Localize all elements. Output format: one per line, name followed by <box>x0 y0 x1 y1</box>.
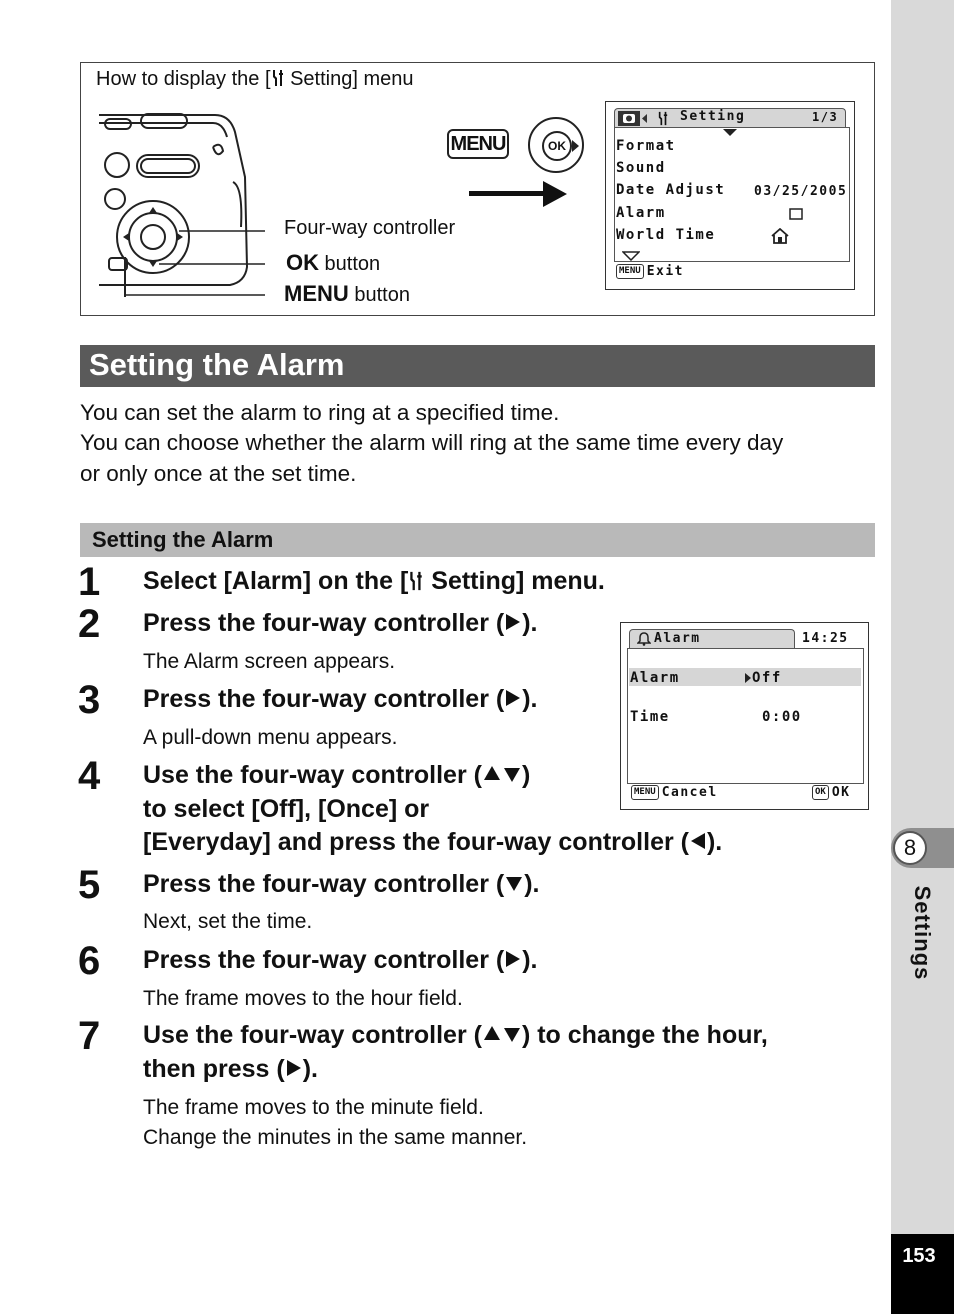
step-3-pre: Press the four-way controller ( <box>143 685 505 713</box>
right-triangle-icon <box>506 690 520 706</box>
step-4-line-3-pre: [Everyday] and press the four-way controller ( <box>143 828 689 856</box>
setting-tab-label: Setting <box>680 109 746 124</box>
four-way-controller-label: Four-way controller <box>284 217 456 239</box>
howto-title-pre: How to display the [ <box>96 68 271 90</box>
ok-key-text: OK <box>286 250 319 275</box>
step-3-number: 3 <box>78 678 101 722</box>
step-7-line-2-pre: then press ( <box>143 1055 285 1083</box>
ok-suffix: button <box>319 253 381 275</box>
step-1-text <box>143 567 605 596</box>
ok-label: OK <box>831 785 851 800</box>
exit-label: Exit <box>646 264 684 279</box>
ok-dial-center: OK <box>542 131 572 161</box>
camera-illustration <box>95 107 265 297</box>
howto-title-post: Setting] menu <box>284 68 414 90</box>
setting-tab-wrench-icon <box>655 111 671 126</box>
up-triangle-icon <box>484 766 500 780</box>
step-6-number: 6 <box>78 939 101 983</box>
howto-box <box>80 62 875 316</box>
step-4-line-1-post: ) <box>521 761 531 789</box>
step-5-number: 5 <box>78 863 101 907</box>
page-title: Setting the Alarm <box>89 347 345 382</box>
page-number: 153 <box>902 1245 936 1267</box>
step-7-line-1 <box>143 1021 768 1050</box>
chapter-number: 8 <box>893 831 927 865</box>
menu-mini-key-icon: MENU <box>631 785 659 800</box>
step-2-pre: Press the four-way controller ( <box>143 609 505 637</box>
step-7-note-1: The frame moves to the minute field. <box>143 1096 484 1119</box>
step-2-text <box>143 609 537 638</box>
step-4-line-3-post: ). <box>706 828 723 856</box>
ok-hint <box>812 785 851 800</box>
wrench-icon <box>408 570 424 592</box>
tab-pointer-down-icon <box>723 129 737 137</box>
menu-item-format: Format <box>616 138 676 154</box>
step-3-note: A pull-down menu appears. <box>143 726 398 749</box>
step-4-line-3 <box>143 828 722 857</box>
ok-button-label <box>286 250 380 276</box>
step-4-line-1 <box>143 761 530 790</box>
wrench-icon <box>271 69 285 87</box>
step-5-pre: Press the four-way controller ( <box>143 870 505 898</box>
intro-line-3: or only once at the set time. <box>80 461 357 486</box>
ok-mini-key-icon: OK <box>812 785 829 800</box>
alarm-tab-label: Alarm <box>654 631 701 646</box>
down-triangle-icon <box>504 768 520 782</box>
menu-button-icon: MENU <box>447 129 509 159</box>
menu-button-label <box>284 281 410 307</box>
alarm-value: Off <box>752 670 782 686</box>
value-pointer-right-icon <box>745 673 751 683</box>
chapter-title: Settings <box>910 885 935 981</box>
step-1-pre: Select [Alarm] on the [ <box>143 567 409 595</box>
step-7-line-2-post: ). <box>302 1055 318 1083</box>
step-4-line-2: to select [Off], [Once] or <box>143 795 430 823</box>
alarm-screen <box>620 622 869 810</box>
step-2-number: 2 <box>78 602 101 646</box>
step-3-text <box>143 685 537 714</box>
step-5-text <box>143 870 539 899</box>
bell-icon <box>637 632 651 646</box>
step-6-note: The frame moves to the hour field. <box>143 987 463 1010</box>
down-triangle-icon <box>504 1028 520 1042</box>
down-triangle-icon <box>506 877 522 891</box>
step-7-line-2 <box>143 1055 318 1084</box>
menu-item-sound: Sound <box>616 160 666 176</box>
step-2-post: ). <box>522 609 538 637</box>
time-row-label: Time <box>630 709 670 725</box>
menu-item-alarm: Alarm <box>616 205 666 221</box>
up-triangle-icon <box>484 1026 500 1040</box>
step-7-line-1-post: ) to change the hour, <box>521 1021 768 1049</box>
dial-right-arrow-icon <box>572 140 579 152</box>
step-1-number: 1 <box>78 560 101 604</box>
right-triangle-icon <box>287 1060 301 1076</box>
right-triangle-icon <box>506 614 520 630</box>
step-2-note: The Alarm screen appears. <box>143 650 396 673</box>
menu-suffix: button <box>348 284 410 306</box>
step-4-line-1-pre: Use the four-way controller ( <box>143 761 482 789</box>
menu-key-text: MENU <box>284 281 349 306</box>
step-6-post: ). <box>522 946 538 974</box>
setting-page-indicator: 1/3 <box>812 110 839 124</box>
ok-dial-icon <box>528 117 584 173</box>
cancel-hint <box>631 785 718 800</box>
menu-mini-key-icon: MENU <box>616 264 644 279</box>
menu-item-date-adjust: Date Adjust <box>616 182 726 198</box>
cancel-label: Cancel <box>661 785 718 800</box>
camera-tab-icon <box>618 111 652 126</box>
setting-menu-screen <box>605 101 855 290</box>
side-tab-strip <box>891 0 954 1314</box>
alarm-clock: 14:25 <box>802 631 849 646</box>
intro-line-1: You can set the alarm to ring at a specified time. <box>80 400 560 425</box>
step-1-post: Setting] menu. <box>424 567 605 595</box>
right-triangle-icon <box>506 951 520 967</box>
date-adjust-value: 03/25/2005 <box>754 184 848 199</box>
step-5-note: Next, set the time. <box>143 910 313 933</box>
step-3-post: ). <box>522 685 538 713</box>
step-7-number: 7 <box>78 1014 101 1058</box>
step-6-text <box>143 946 537 975</box>
step-6-pre: Press the four-way controller ( <box>143 946 505 974</box>
left-triangle-icon <box>691 833 705 849</box>
time-value: 0:00 <box>762 709 802 725</box>
alarm-off-box-icon <box>789 208 803 220</box>
home-icon <box>771 228 789 244</box>
step-5-post: ). <box>524 870 540 898</box>
step-7-note-2: Change the minutes in the same manner. <box>143 1126 528 1149</box>
subheading: Setting the Alarm <box>92 527 274 552</box>
step-4-number: 4 <box>78 754 101 798</box>
right-arrow-icon <box>469 179 569 209</box>
step-7-line-1-pre: Use the four-way controller ( <box>143 1021 482 1049</box>
intro-line-2: You can choose whether the alarm will ring at the same time every day <box>80 430 784 455</box>
menu-item-world-time: World Time <box>616 227 716 243</box>
howto-title <box>96 68 414 91</box>
exit-hint <box>616 264 684 279</box>
alarm-row-label: Alarm <box>630 670 680 686</box>
scroll-down-icon <box>622 251 640 261</box>
